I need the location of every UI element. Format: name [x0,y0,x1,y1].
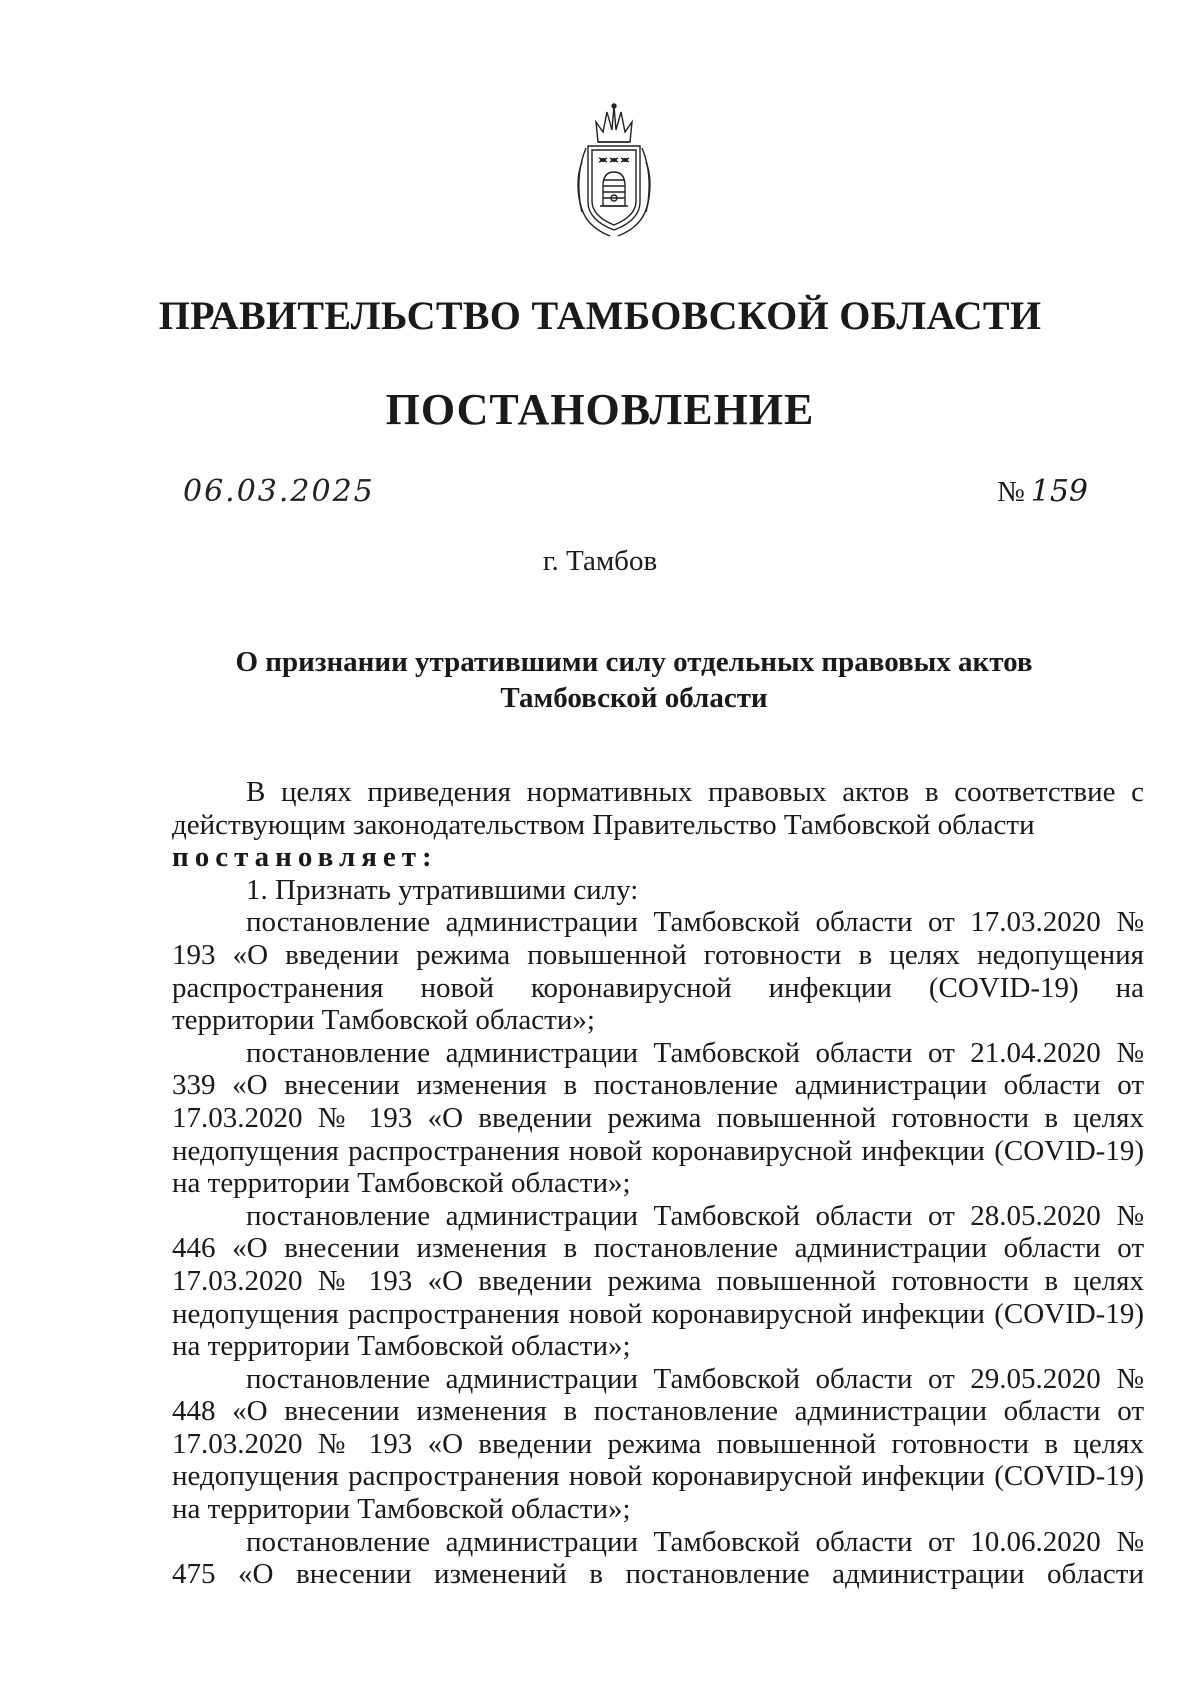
preamble-text: В целях приведения нормативных правовых актов в соответствие с действующим законодательством Правительство Тамбовской области [172,776,1144,841]
tambov-coat-of-arms-icon [570,102,658,242]
subject-line-2: Тамбовской области [500,682,768,714]
document-date: 06.03.2025 [183,474,375,509]
act-paragraph: постановление администрации Тамбовской области от 17.03.2020 № 193 «О введении режима повышенной готовности в целях недопущения распространения новой коронавирусной инфекции (COVID-19) на территории Тамбовской области»; [172,906,1144,1037]
preamble-paragraph [172,776,1144,841]
document-subject [172,644,1096,716]
act-paragraph: постановление администрации Тамбовской области от 21.04.2020 № 339 «О внесении изменения в постановление администрации области от 17.03.2020 № 193 «О введении режима повышенной готовности в целях недопущения распространения новой коронавирусной инфекции (COVID-19) на территории Тамбовской области»; [172,1036,1144,1200]
item-1-paragraph: 1. Признать утратившими силу: [246,873,639,906]
document-city: г. Тамбов [542,545,658,577]
number-value: 159 [1030,474,1088,509]
organization-title: ПРАВИТЕЛЬСТВО ТАМБОВСКОЙ ОБЛАСТИ [158,293,1042,338]
number-prefix: № [997,476,1025,508]
document-body [172,776,1144,1591]
decree-word: постановляет: [172,841,438,874]
act-paragraph: постановление администрации Тамбовской области от 28.05.2020 № 446 «О внесении изменения в постановление администрации области от 17.03.2020 № 193 «О введении режима повышенной готовности в целях недопущения распространения новой коронавирусной инфекции (COVID-19) на территории Тамбовской области»; [172,1199,1144,1363]
act-paragraph: постановление администрации Тамбовской области от 10.06.2020 № 475 «О внесении изменений в постановление администрации области [172,1525,1144,1591]
document-number [997,474,1088,509]
document-type-title: ПОСТАНОВЛЕНИЕ [385,385,815,434]
act-paragraph: постановление администрации Тамбовской области от 29.05.2020 № 448 «О внесении изменения в постановление администрации области от 17.03.2020 № 193 «О введении режима повышенной готовности в целях недопущения распространения новой коронавирусной инфекции (COVID-19) на территории Тамбовской области»; [172,1362,1144,1526]
subject-line-1: О признании утратившими силу отдельных правовых актов [235,646,1033,678]
